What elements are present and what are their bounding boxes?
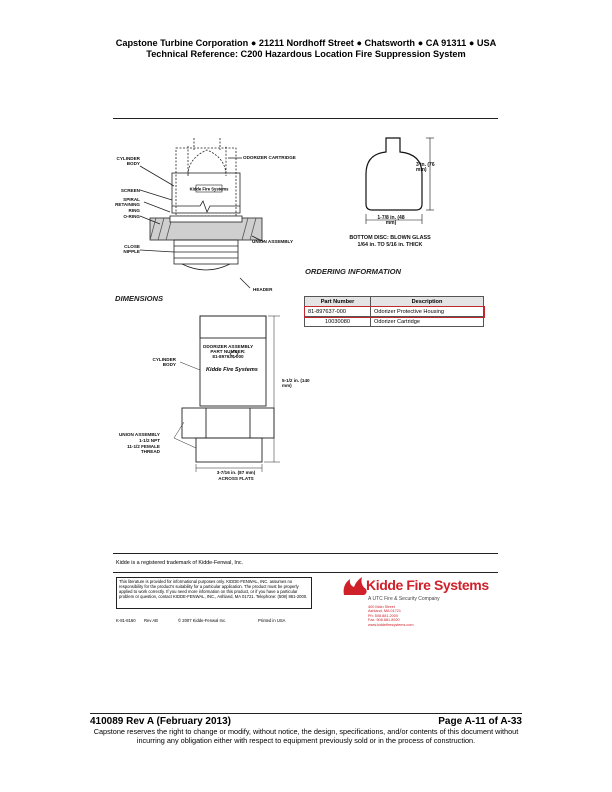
col-part-number: Part Number <box>305 297 371 307</box>
label-union-assembly: UNION ASSEMBLY <box>252 239 294 244</box>
dim-width-1: 3-7/16 in. (87 mm) <box>216 470 256 475</box>
dim-label-cylinder-body: CYLINDER BODY <box>152 357 176 368</box>
dim-nameplate <box>198 344 258 359</box>
label-header: HEADER <box>253 287 273 292</box>
doc-copyright: © 2007 Kidde-Fenwal Inc. <box>178 618 227 623</box>
sheet-top-rule <box>113 118 498 119</box>
cartridge-caption-1: BOTTOM DISC: BLOWN GLASS <box>349 235 431 241</box>
kidde-address-line: 400 Main Street <box>368 605 395 609</box>
description-cell: Odorizer Cartridge <box>371 317 484 327</box>
ordering-header-row <box>305 297 484 307</box>
odorizer-cutaway-diagram <box>110 128 310 298</box>
kidde-tagline: A UTC Fire & Security Company <box>368 596 440 602</box>
label-o-ring: O-RING <box>123 214 140 219</box>
disclaimer-rule <box>113 572 498 573</box>
cartridge-brand-label: Kidde Fire Systems <box>189 186 229 192</box>
label-screen: SCREEN <box>120 188 140 193</box>
kidde-address-line: Ph: 508.881.2000 <box>368 613 398 618</box>
kidde-brand: Kidde Fire Systems <box>366 577 489 593</box>
dim-label-union-thread-1: 1-1/2 NPT <box>139 438 160 443</box>
footer-notice: Capstone reserves the right to change or modify, without notice, the design, specifications, and/or contents of this document without incurring any obligation either with respect to equipment previously sold or in the process of construction. <box>93 727 519 745</box>
trademark-rule <box>113 553 498 554</box>
table-row <box>305 307 484 317</box>
cartridge-caption-2: 1/64 in. TO 5/16 in. THICK <box>357 242 423 248</box>
doc-rev: Rev AB <box>144 618 158 623</box>
label-close-nipple: CLOSE NIPPLE <box>123 244 140 255</box>
label-spiral-retaining-ring: SPIRAL RETAINING RING <box>115 197 140 213</box>
kidde-address-line: www.kiddefiresystems.com <box>368 622 414 627</box>
part-number-cell: 10030080 <box>305 317 371 327</box>
ordering-title: ORDERING INFORMATION <box>305 267 402 276</box>
doc-number: K-81-8160 <box>116 618 136 623</box>
description-cell: Odorizer Protective Housing <box>371 307 484 317</box>
dim-height: 5-1/2 in. (140 mm) <box>282 378 310 389</box>
dim-label-union-thread-2: 11-1/2 FEMALE THREAD <box>127 444 160 455</box>
kidde-address-line: Fax: 508.881.8920 <box>368 618 400 623</box>
kidde-address <box>368 605 414 627</box>
disclaimer-box: This literature is provided for informational purposes only. KIDDE-FENWAL, INC. assumes no responsibility for the product's suitability for a particular application. The product must be properly applied to work correctly. If you need more information on this product, or if you have a particular problem or question, contact KIDDE-FENWAL, INC., Ashland, MA 01721. Telephone: (508) 881-2000. <box>116 577 312 609</box>
header-title: Technical Reference: C200 Hazardous Location Fire Suppression System <box>146 49 466 59</box>
nameplate-line-1: ODORIZER ASSEMBLY <box>202 344 254 349</box>
dim-label-union-assembly: UNION ASSEMBLY <box>118 432 160 437</box>
footer-rule <box>90 713 522 714</box>
header-address: Capstone Turbine Corporation ● 21211 Nordhoff Street ● Chatsworth ● CA 91311 ● USA <box>115 38 497 48</box>
part-number-cell: 81-897637-000 <box>305 307 371 317</box>
label-odorizer-cartridge: ODORIZER CARTRIDGE <box>243 155 296 160</box>
trademark-text: Kidde is a registered trademark of Kidde-Fenwal, Inc. <box>116 560 244 566</box>
dimensions-drawing <box>140 310 290 490</box>
dim-brand: Kidde Fire Systems <box>206 367 258 373</box>
footer-doc-rev: 410089 Rev A (February 2013) <box>90 716 232 727</box>
footer-page-number: Page A-11 of A-33 <box>438 716 522 727</box>
dim-width-2: ACROSS FLATS <box>218 476 254 481</box>
dimensions-title: DIMENSIONS <box>115 294 164 303</box>
cartridge-height-dim: 3 in. (76 mm) <box>416 162 435 174</box>
nameplate-line-2: PART NUMBER: <box>210 349 246 354</box>
nameplate-line-3: 81-897637-000 <box>212 354 244 359</box>
doc-printed: Printed in USA <box>258 618 286 623</box>
kidde-address-line: Ashland, MA 01721 <box>368 609 401 614</box>
label-cylinder-body: CYLINDER BODY <box>116 156 140 167</box>
col-description: Description <box>371 297 484 307</box>
table-row <box>305 317 484 327</box>
ordering-table <box>304 296 484 327</box>
cartridge-width-dim: 1-7/8 in. (48 mm) <box>377 215 405 227</box>
